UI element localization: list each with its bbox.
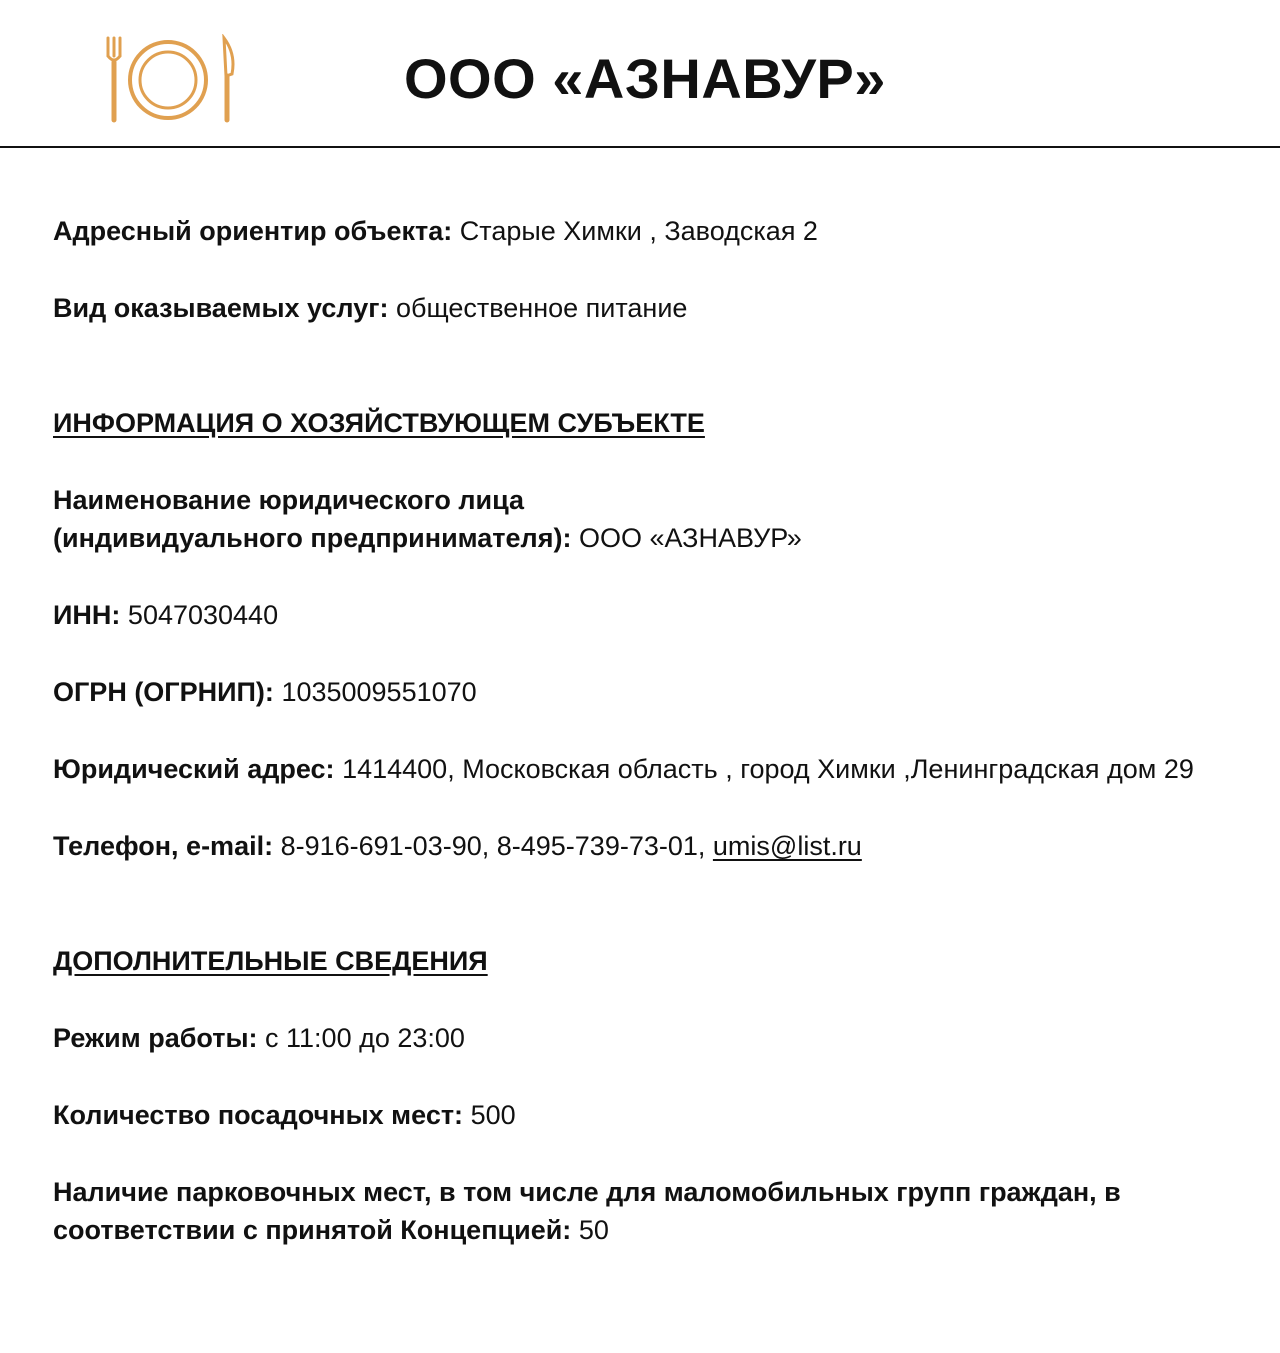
legal-name-row (53, 481, 1233, 557)
legal-address-label: Юридический адрес: (53, 754, 335, 784)
services-label: Вид оказываемых услуг: (53, 293, 389, 323)
contacts-phones: 8-916-691-03-90, 8-495-739-73-01, (280, 831, 706, 861)
fork-plate-knife-icon (104, 34, 236, 124)
seats-row (53, 1096, 1233, 1134)
ogrn-label: ОГРН (ОГРНИП): (53, 677, 274, 707)
hours-value: с 11:00 до 23:00 (265, 1023, 465, 1053)
hours-row (53, 1019, 1233, 1057)
hours-label: Режим работы: (53, 1023, 258, 1053)
inn-row (53, 596, 1233, 634)
legal-address-value: 1414400, Московская область , город Химки ,Ленинградская дом 29 (342, 754, 1194, 784)
entity-section-heading: ИНФОРМАЦИЯ О ХОЗЯЙСТВУЮЩЕМ СУБЪЕКТЕ (53, 408, 705, 438)
parking-value: 50 (578, 1215, 609, 1245)
address-value: Старые Химки , Заводская 2 (459, 216, 818, 246)
contacts-label: Телефон, e-mail: (53, 831, 274, 861)
email-link[interactable]: umis@list.ru (712, 831, 862, 861)
legal-name-label-line2: (индивидуального предпринимателя): (53, 523, 572, 553)
seats-value: 500 (470, 1100, 516, 1130)
inn-label: ИНН: (53, 600, 121, 630)
address-label: Адресный ориентир объекта: (53, 216, 453, 246)
document-body (53, 212, 1233, 1249)
legal-name-label-line1: Наименование юридического лица (53, 485, 525, 515)
services-value: общественное питание (395, 293, 688, 323)
address-row (53, 212, 1233, 250)
legal-name-value: ООО «АЗНАВУР» (578, 523, 802, 553)
parking-label: Наличие парковочных мест, в том числе для маломобильных групп граждан, в соответствии с принятой Концепцией: (53, 1177, 1121, 1245)
page-title: ООО «АЗНАВУР» (404, 47, 886, 110)
extra-section-heading: ДОПОЛНИТЕЛЬНЫЕ СВЕДЕНИЯ (53, 946, 488, 976)
document-header (0, 0, 1280, 148)
ogrn-value: 1035009551070 (281, 677, 477, 707)
parking-row (53, 1173, 1173, 1249)
inn-value: 5047030440 (127, 600, 279, 630)
legal-address-row (53, 750, 1233, 788)
services-row (53, 289, 1233, 327)
seats-label: Количество посадочных мест: (53, 1100, 464, 1130)
ogrn-row (53, 673, 1233, 711)
contacts-row (53, 827, 1233, 865)
